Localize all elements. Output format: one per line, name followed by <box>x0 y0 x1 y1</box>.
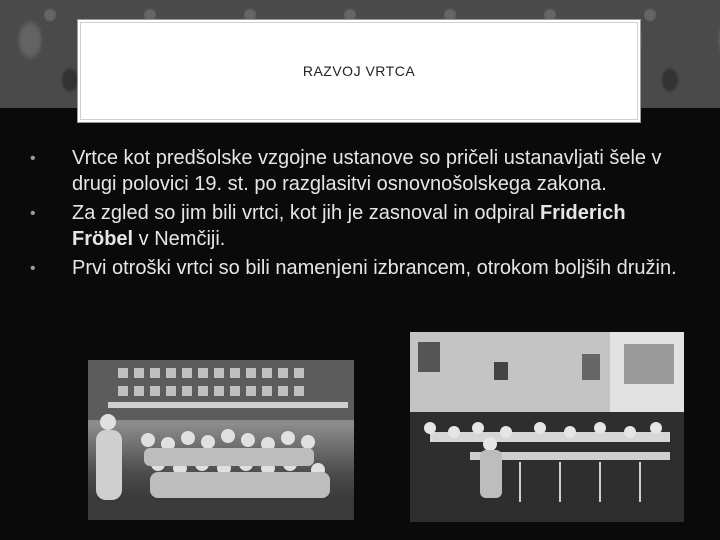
bullet-text-3: Prvi otroški vrtci so bili namenjeni izbrancem, otrokom boljših družin. <box>72 256 677 279</box>
photo-kindergarten-classroom-image <box>410 332 684 522</box>
bullet-item-2 <box>30 200 690 253</box>
bullet-text-2-bold: Friderich Fröbel <box>72 201 626 251</box>
bullet-text-2-after: v Nemčiji. <box>133 228 226 251</box>
bullet-dot: • <box>30 204 36 222</box>
bullet-item-3 <box>30 255 690 281</box>
bullet-item-1 <box>30 145 690 198</box>
title-box <box>80 22 638 120</box>
photo-kindergarten-circle <box>88 360 354 520</box>
bullet-dot: • <box>30 259 36 277</box>
bullet-text-2 <box>72 200 690 253</box>
slide-title: RAZVOJ VRTCA <box>302 63 416 79</box>
bullet-text-1: Vrtce kot predšolske vzgojne ustanove so pričeli ustanavljati šele v drugi polovici 19. st. po razglasitvi osnovnošolskega zakona. <box>72 147 662 196</box>
bullet-list <box>30 145 690 283</box>
photo-kindergarten-circle-image <box>88 360 354 520</box>
photo-kindergarten-classroom <box>410 332 684 522</box>
bullet-dot: • <box>30 150 36 167</box>
bullet-text-2-before: Za zgled so jim bili vrtci, kot jih je zasnoval in odpiral <box>72 201 540 224</box>
